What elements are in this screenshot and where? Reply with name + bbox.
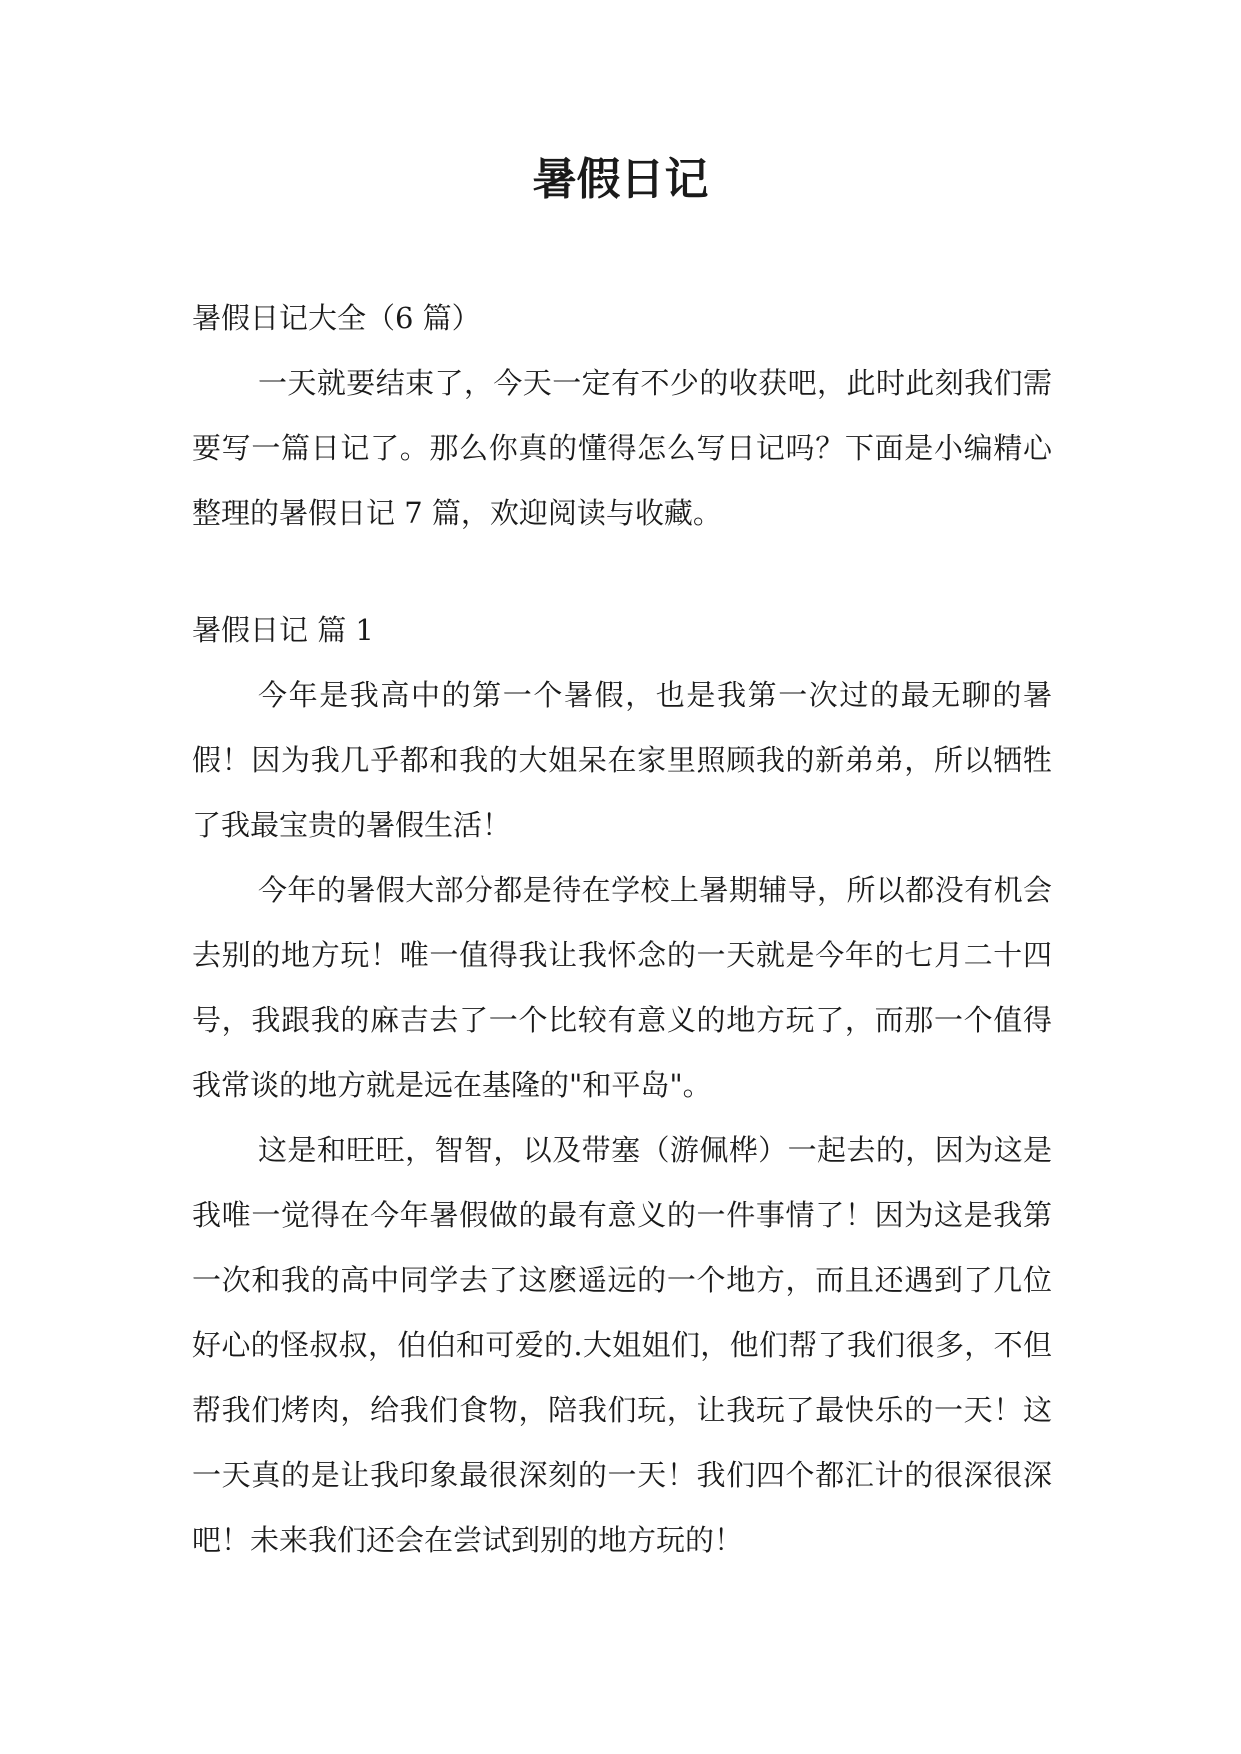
body-paragraph: 今年的暑假大部分都是待在学校上暑期辅导，所以都没有机会去别的地方玩！唯一值得我让我怀念的一天就是今年的七月二十四号，我跟我的麻吉去了一个比较有意义的地方玩了，而那一个值得我常谈的地方就是远在基隆的"和平岛"。: [192, 873, 1052, 1102]
collection-subtitle: 暑假日记大全（6 篇）: [192, 301, 481, 335]
body-paragraph: 今年是我高中的第一个暑假，也是我第一次过的最无聊的暑假！因为我几乎都和我的大姐呆在家里照顾我的新弟弟，所以牺牲了我最宝贵的暑假生活！: [192, 678, 1052, 842]
document-title: 暑假日记: [532, 154, 709, 205]
section-heading: 暑假日记 篇 1: [192, 613, 374, 647]
body-paragraph: 这是和旺旺，智智，以及带塞（游佩桦）一起去的，因为这是我唯一觉得在今年暑假做的最有意义的一件事情了！因为这是我第一次和我的高中同学去了这麽遥远的一个地方，而且还遇到了几位好心的怪叔叔，伯伯和可爱的.大姐姐们，他们帮了我们很多，不但帮我们烤肉，给我们食物，陪我们玩，让我玩了最快乐的一天！这一天真的是让我印象最很深刻的一天！我们四个都汇计的很深很深吧！未来我们还会在尝试到别的地方玩的！: [192, 1133, 1052, 1557]
intro-paragraph: 一天就要结束了，今天一定有不少的收获吧，此时此刻我们需要写一篇日记了。那么你真的懂得怎么写日记吗？下面是小编精心整理的暑假日记 7 篇，欢迎阅读与收藏。: [192, 366, 1052, 530]
document-body: [192, 286, 1052, 1573]
section-gap: [192, 546, 1052, 598]
